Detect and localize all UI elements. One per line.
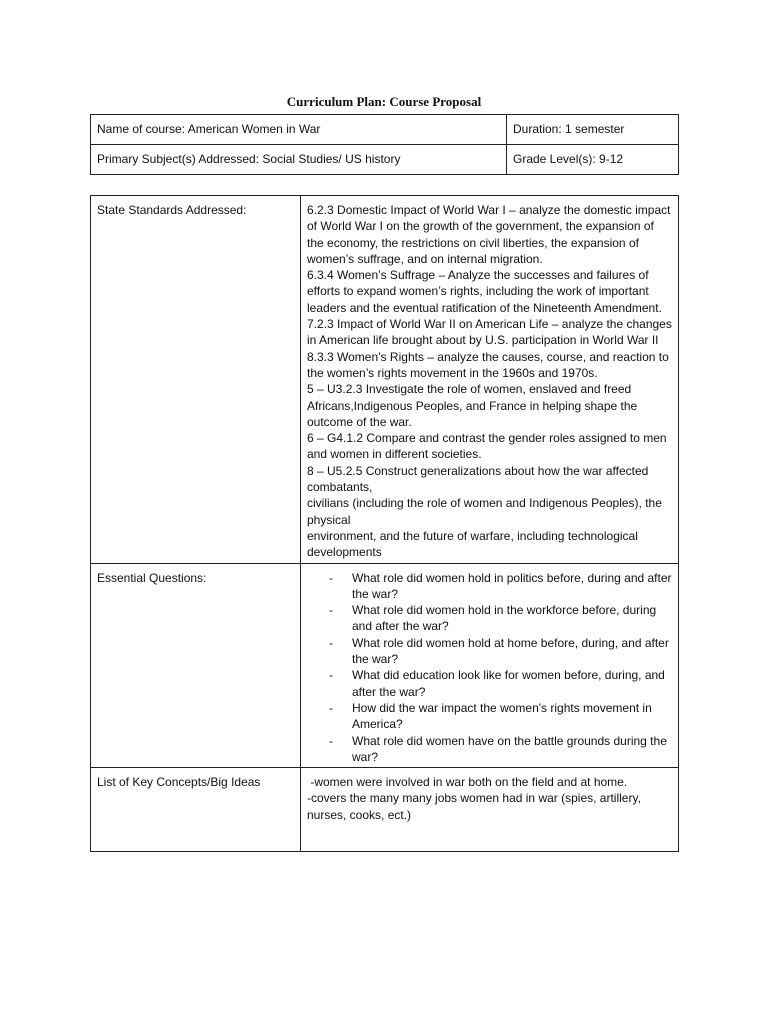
table-row [91, 768, 679, 852]
course-name-cell: Name of course: American Women in War [91, 115, 507, 145]
curriculum-details-table [90, 195, 679, 852]
concept-line: -covers the many many jobs women had in war (spies, artillery, nurses, cooks, ect.) [307, 791, 641, 822]
standard-line: 8 – U5.2.5 Construct generalizations about how the war affected combatants, [307, 463, 649, 495]
standard-line: 6.2.3 Domestic Impact of World War I – analyze the domestic impact of World War I on the growth of the government, the expansion of the economy, the restrictions on civil liberties, the expansion of women’s suffrage, and on internal migration. [307, 203, 671, 266]
concepts-content [301, 768, 679, 852]
concept-line: -women were involved in war both on the field and at home. [307, 775, 628, 790]
grade-level-cell: Grade Level(s): 9-12 [507, 145, 679, 175]
table-row [91, 145, 679, 175]
list-item: - What did education look like for women before, during, and after the war? [329, 667, 672, 700]
list-item: - What role did women hold in politics before, during and after the war? [329, 570, 672, 603]
subject-cell: Primary Subject(s) Addressed: Social Studies/ US history [91, 145, 507, 175]
list-item: - What role did women hold at home before, during, and after the war? [329, 635, 672, 668]
questions-list [307, 570, 672, 766]
questions-label: Essential Questions: [91, 563, 301, 768]
standard-line: environment, and the future of warfare, including technological developments [307, 528, 638, 560]
standard-line: 6.3.4 Women’s Suffrage – Analyze the successes and failures of efforts to expand women’s rights, including the work of important leaders and the eventual ratification of the Nineteenth Amendment. [307, 268, 662, 315]
standard-line: 8.3.3 Women’s Rights – analyze the causes, course, and reaction to the women’s rights movement in the 1960s and 1970s. [307, 349, 669, 380]
standards-content [301, 196, 679, 564]
standards-label: State Standards Addressed: [91, 196, 301, 564]
course-info-table [90, 114, 679, 175]
questions-content [301, 563, 679, 768]
table-row [91, 196, 679, 564]
standard-line: 5 – U3.2.3 Investigate the role of women, enslaved and freed Africans,Indigenous Peoples, and France in helping shape the outcome of the war. [307, 382, 638, 429]
standard-line: 6 – G4.1.2 Compare and contrast the gender roles assigned to men and women in different societies. [307, 431, 667, 462]
document-title: Curriculum Plan: Course Proposal [286, 94, 482, 109]
table-row [91, 563, 679, 768]
list-item: - How did the war impact the women's rights movement in America? [329, 700, 672, 733]
table-row [91, 115, 679, 145]
list-item: - What role did women hold in the workforce before, during and after the war? [329, 602, 672, 635]
standard-line: civilians (including the role of women and Indigenous Peoples), the physical [307, 496, 662, 527]
duration-cell: Duration: 1 semester [507, 115, 679, 145]
concepts-label: List of Key Concepts/Big Ideas [91, 768, 301, 852]
list-item: - What role did women have on the battle grounds during the war? [329, 733, 672, 766]
standard-line: 7.2.3 Impact of World War II on American Life – analyze the changes in American life brought about by U.S. participation in World War II [307, 317, 672, 348]
